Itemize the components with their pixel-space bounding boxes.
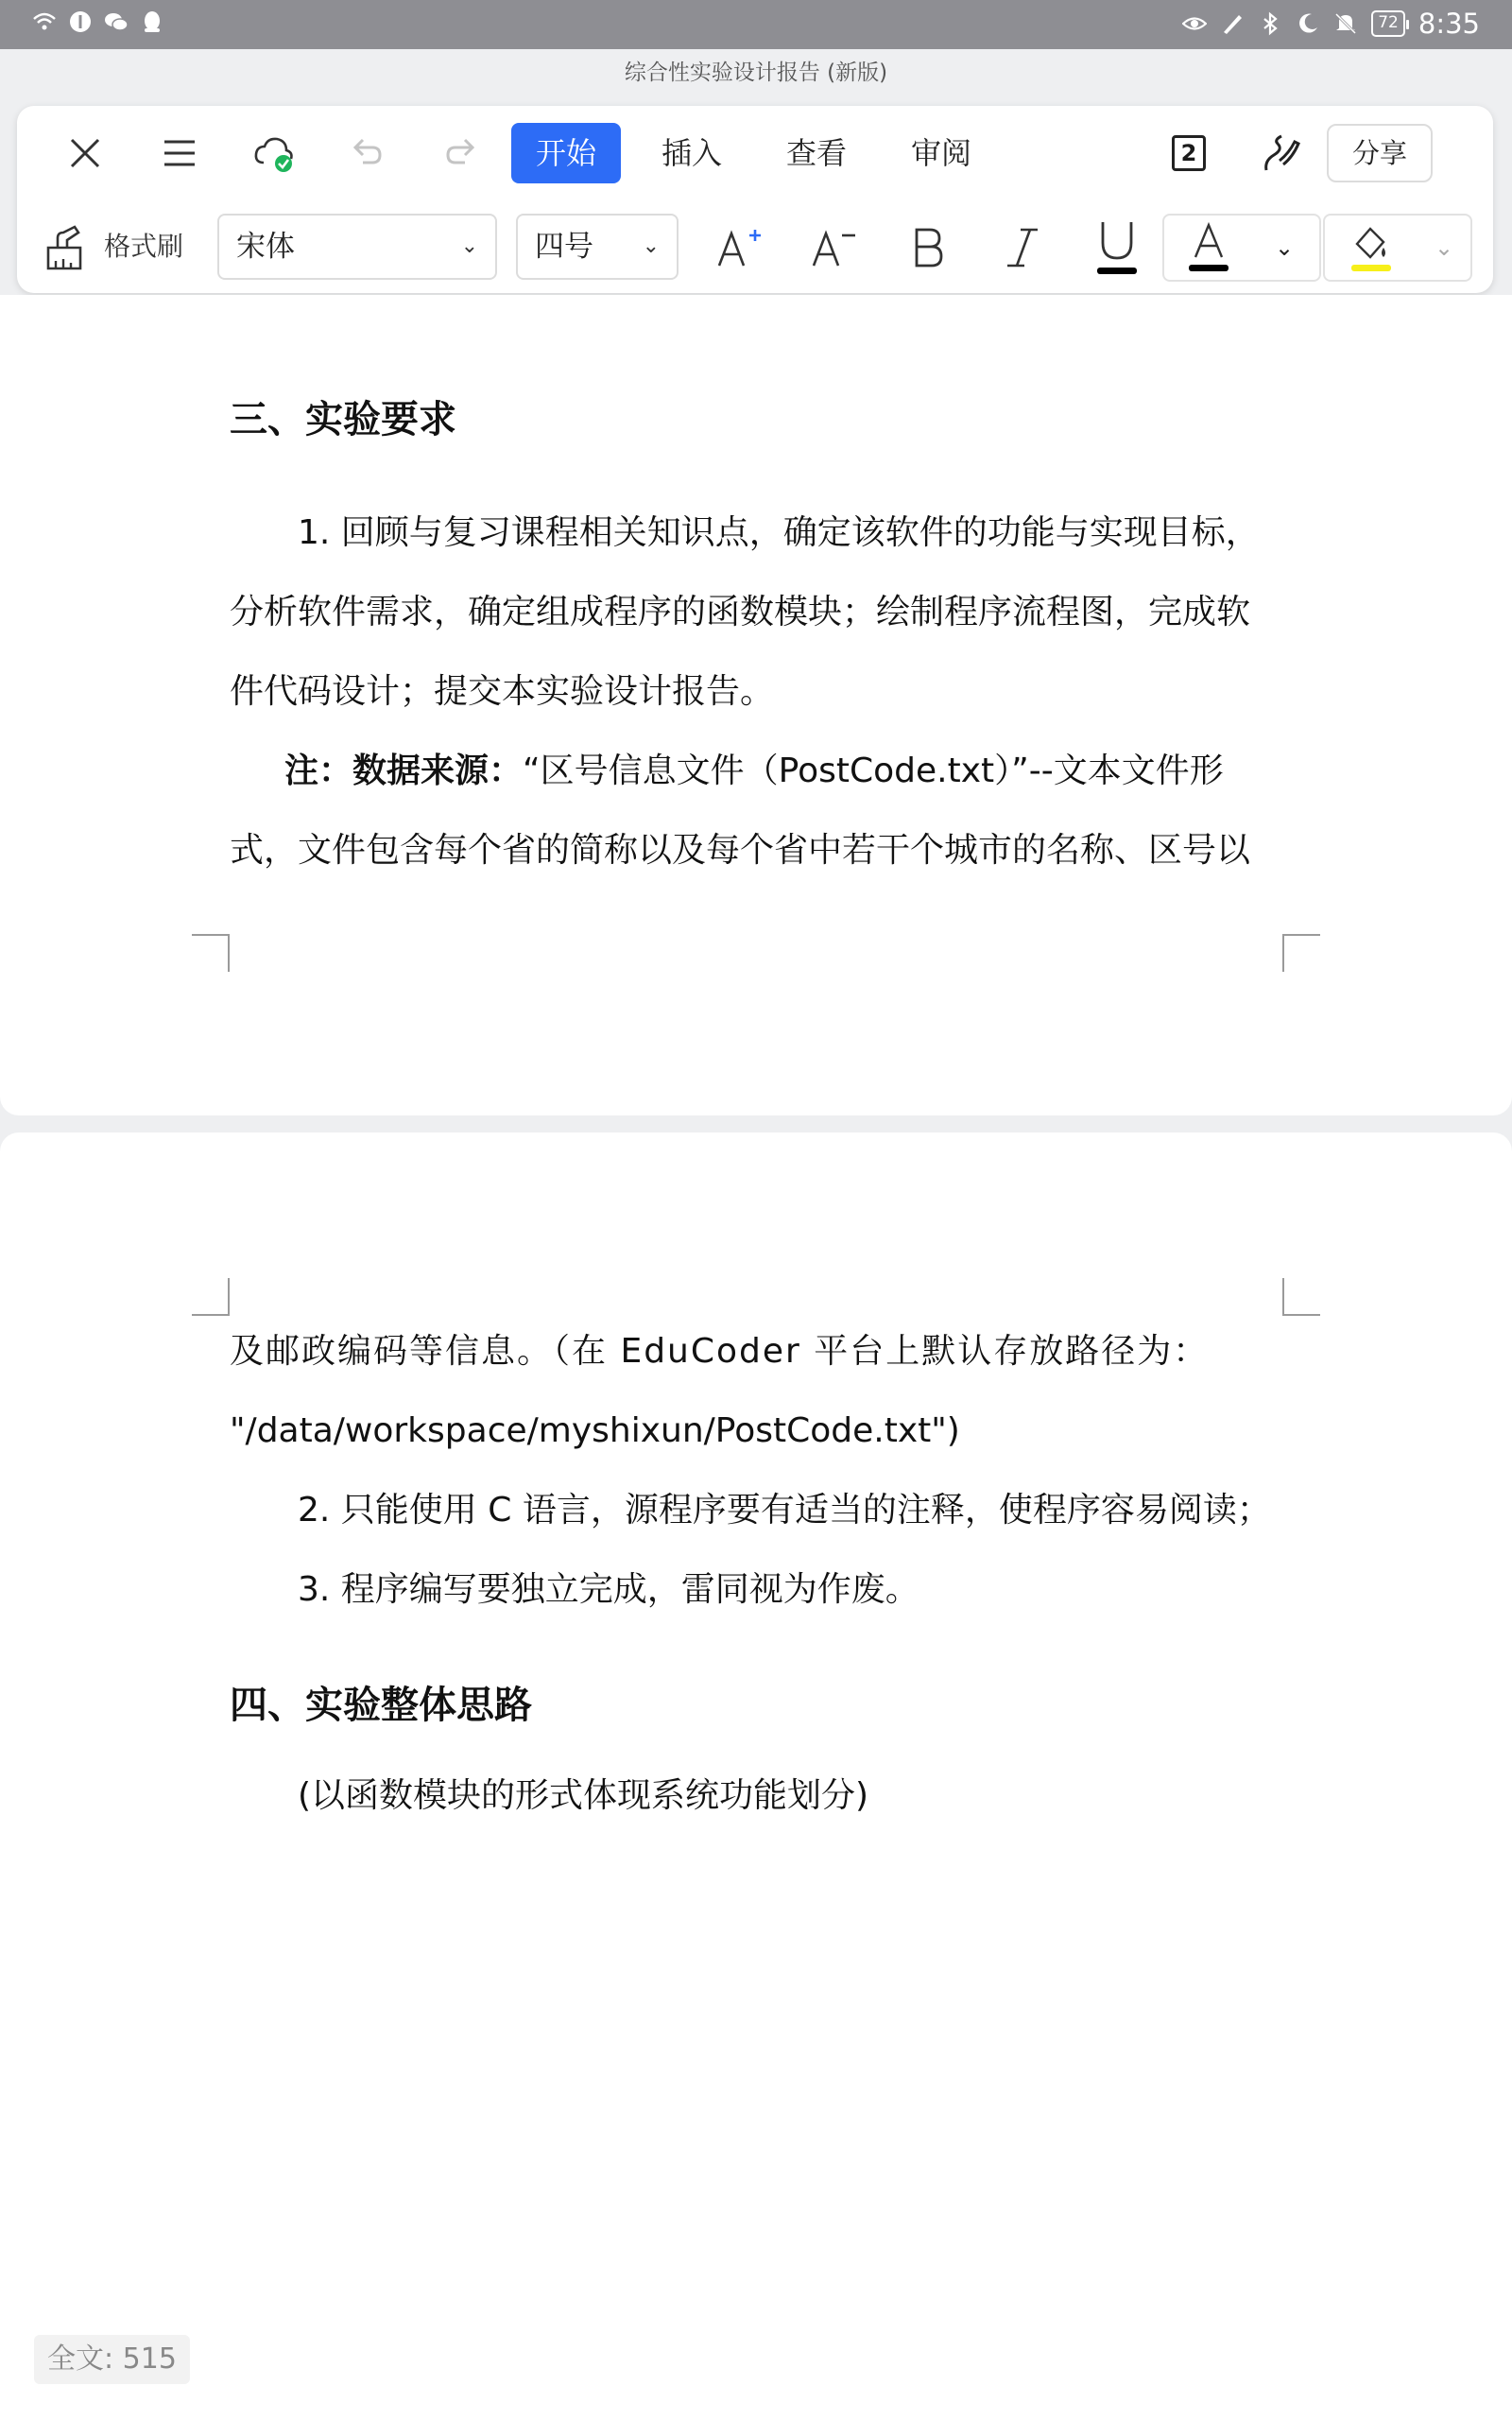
menu-button[interactable] (151, 125, 208, 182)
ink-draw-button[interactable] (1251, 125, 1312, 182)
bold-icon (909, 226, 947, 269)
cloud-sync-button[interactable] (244, 125, 304, 182)
page-count-value: 2 (1180, 140, 1197, 166)
bold-button[interactable] (896, 216, 960, 280)
tab-start[interactable]: 开始 (511, 123, 621, 183)
margin-corner-marker (1282, 1278, 1320, 1316)
margin-corner-marker (192, 1278, 230, 1316)
ink-pen-icon (1261, 132, 1302, 174)
text-color-dropdown[interactable] (1255, 216, 1314, 280)
highlighter-icon (1349, 219, 1393, 276)
qq-icon (140, 9, 164, 34)
battery-indicator (1371, 10, 1405, 37)
italic-button[interactable] (990, 216, 1055, 280)
toolbar-format-row (17, 200, 1493, 293)
note-continuation-line: 及邮政编码等信息。（在 EduCoder 平台上默认存放路径为： (230, 1332, 1210, 1371)
moon-icon (1296, 11, 1320, 36)
note-label: 注：数据来源： (284, 752, 524, 790)
document-page-1[interactable] (0, 295, 1512, 1115)
underline-button[interactable] (1085, 212, 1149, 284)
chevron-down-icon: ⌄ (642, 234, 660, 258)
tab-review[interactable]: 审阅 (911, 135, 972, 171)
highlight-button[interactable] (1332, 216, 1410, 280)
font-family-dropdown[interactable] (217, 214, 497, 280)
chevron-down-icon: ⌄ (460, 234, 478, 258)
note-text: “区号信息文件（PostCode.txt）”--文本文件形式，文件包含每个省的简称以及每个省中若干个城市的名称、区号以 (230, 752, 1251, 870)
font-increase-icon (715, 224, 763, 271)
wechat-icon (104, 9, 129, 34)
eye-icon (1182, 11, 1207, 36)
clock: 8:35 (1418, 8, 1480, 40)
status-left-icons (32, 9, 164, 34)
battery-level: 72 (1378, 13, 1399, 32)
section-heading-requirements: 三、实验要求 (230, 398, 456, 441)
requirement-item-2: 2. 只能使用 C 语言，源程序要有适当的注释，使程序容易阅读； (298, 1491, 1271, 1530)
status-right-icons (1182, 8, 1480, 40)
underline-icon (1095, 218, 1139, 277)
format-painter-icon (43, 223, 90, 272)
margin-corner-marker (192, 934, 230, 972)
font-size-dropdown[interactable] (516, 214, 679, 280)
chevron-down-icon: ⌄ (1434, 234, 1454, 261)
signal-icon (68, 9, 93, 34)
mute-icon (1333, 11, 1358, 36)
text-color-icon (1187, 219, 1230, 276)
font-family-value: 宋体 (236, 230, 295, 264)
increase-font-button[interactable] (707, 216, 771, 280)
status-bar (0, 0, 1512, 49)
note-path-line: "/data/workspace/myshixun/PostCode.txt") (230, 1411, 960, 1450)
highlight-dropdown[interactable] (1418, 216, 1470, 280)
close-icon (66, 134, 104, 172)
italic-icon (1004, 226, 1041, 269)
document-page-2[interactable] (0, 1132, 1512, 2420)
undo-icon (348, 134, 386, 172)
approach-subnote: (以函数模块的形式体现系统功能划分) (298, 1776, 869, 1815)
chevron-down-icon: ⌄ (1274, 234, 1295, 261)
requirement-item-1: 1. 回顾与复习课程相关知识点，确定该软件的功能与实现目标，分析软件需求，确定组成程序的函数模块；绘制程序流程图，完成软件代码设计；提交本实验设计报告。 (230, 513, 1260, 711)
toolbar-top-row (17, 106, 1493, 200)
close-button[interactable] (57, 125, 113, 182)
document-title: 综合性实验设计报告 (新版) (624, 60, 888, 85)
word-count-badge[interactable]: 全文: 515 (34, 2335, 190, 2384)
margin-corner-marker (1282, 934, 1320, 972)
font-decrease-icon (810, 224, 857, 271)
tab-insert[interactable]: 插入 (662, 135, 723, 171)
data-source-note (230, 732, 1283, 890)
pen-icon (1220, 11, 1245, 36)
text-color-button[interactable] (1170, 216, 1247, 280)
undo-button[interactable] (338, 125, 395, 182)
format-painter-label[interactable]: 格式刷 (104, 231, 184, 262)
cloud-synced-icon (252, 132, 296, 174)
requirement-item-3: 3. 程序编写要独立完成，雷同视为作废。 (298, 1570, 919, 1609)
tab-view[interactable]: 查看 (786, 135, 848, 171)
share-button[interactable]: 分享 (1327, 124, 1433, 182)
page-count-button[interactable] (1159, 125, 1219, 182)
decrease-font-button[interactable] (801, 216, 866, 280)
redo-icon (442, 134, 480, 172)
section-heading-approach: 四、实验整体思路 (230, 1684, 532, 1727)
wifi-icon (32, 9, 57, 34)
font-size-value: 四号 (535, 230, 593, 264)
menu-icon (161, 134, 198, 172)
redo-button[interactable] (433, 125, 490, 182)
bluetooth-icon (1258, 11, 1282, 36)
editor-toolbar (17, 106, 1493, 293)
page-count-icon (1172, 135, 1206, 171)
format-painter-button[interactable] (40, 221, 93, 274)
